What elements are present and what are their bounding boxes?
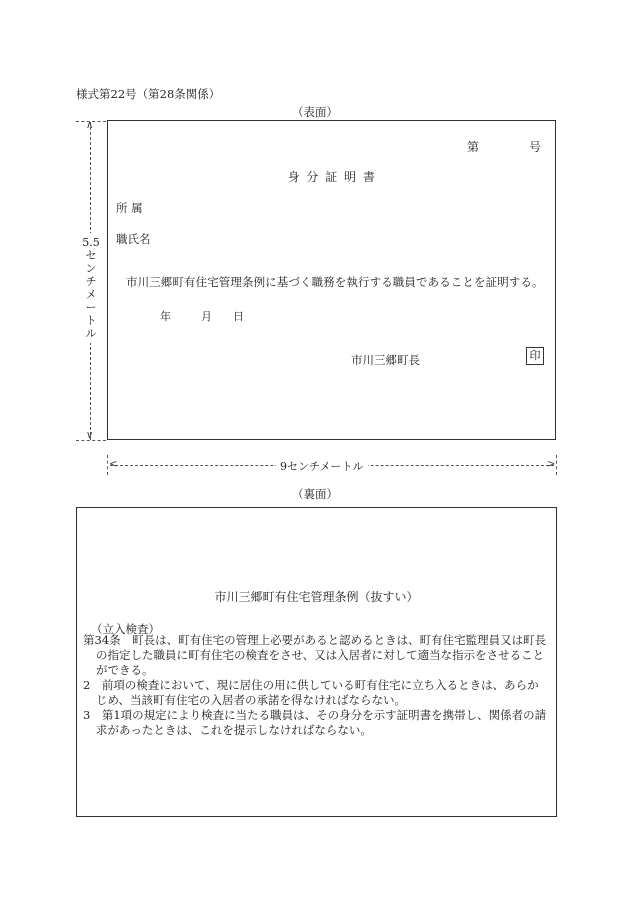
- left-extension-line: [107, 455, 108, 475]
- height-dimension-label: 5.5 セ ン チ メ ー ト ル: [82, 233, 100, 343]
- affiliation-label: 所 属: [116, 201, 143, 215]
- article-paragraph: 第34条 町長は、町有住宅の管理上必要があると認めるときは、町有住宅監理員又は町長の指定した職員に町有住宅の検査をさせ、又は入居者に対して適当な指示をさせることができる。: [83, 633, 547, 677]
- date-day: 日: [233, 310, 244, 323]
- form-title: 様式第22号（第28条関係）: [76, 87, 221, 101]
- seal-icon: 印: [526, 347, 544, 365]
- id-card-back: [76, 507, 557, 817]
- certificate-title: 身 分 証 明 書: [287, 170, 376, 184]
- number-suffix: 号: [529, 140, 542, 154]
- issuer-name: 市川三郷町長: [351, 353, 420, 367]
- date-month: 月: [201, 310, 212, 323]
- front-face-label: （表面）: [292, 105, 338, 119]
- arrow-down-icon: ∨: [86, 430, 94, 441]
- date-year: 年: [160, 310, 171, 323]
- number-label: 第: [467, 140, 480, 154]
- id-card-front: [107, 120, 556, 440]
- article-paragraph: 2 前項の検査において、現に居住の用に供している町有住宅に立ち入るときは、あらかじめ、当該町有住宅の入居者の承諾を得なければならない。: [83, 678, 539, 707]
- arrow-right-icon: >: [547, 459, 556, 470]
- name-label: 職氏名: [116, 232, 151, 246]
- ordinance-title: 市川三郷町有住宅管理条例（抜すい）: [214, 590, 419, 604]
- back-face-label: （裏面）: [292, 487, 338, 501]
- certification-statement: 市川三郷町有住宅管理条例に基づく職務を執行する職員であることを証明する。: [126, 275, 544, 289]
- article-paragraph: 3 第1項の規定により検査に当たる職員は、その身分を示す証明書を携帯し、関係者の請求があったときは、これを提示しなければならない。: [83, 708, 547, 737]
- arrow-left-icon: <: [109, 459, 118, 470]
- section-heading: （立入検査）: [91, 622, 160, 636]
- width-dimension-label: 9センチメートル: [276, 458, 368, 474]
- ordinance-body: [83, 633, 549, 738]
- arrow-up-icon: ∧: [86, 120, 94, 131]
- right-extension-line: [556, 455, 557, 475]
